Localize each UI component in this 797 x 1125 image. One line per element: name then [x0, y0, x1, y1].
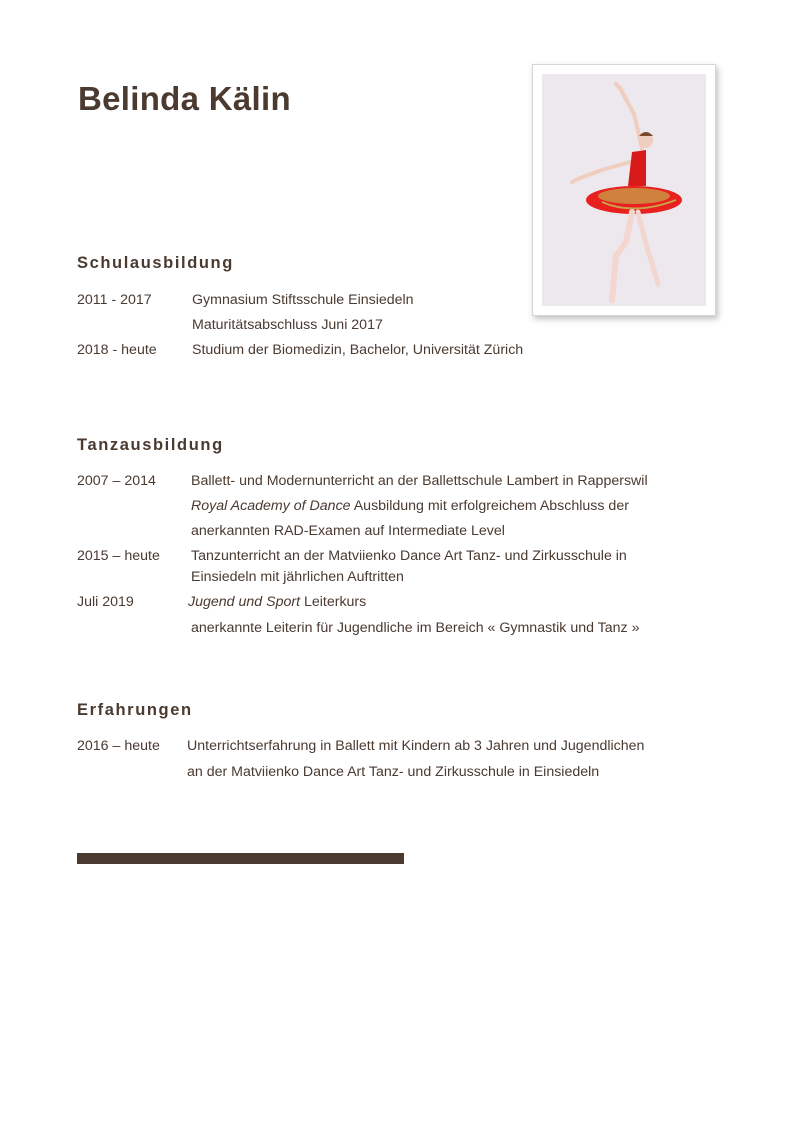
dance-entry-text: Tanzunterricht an der Matviienko Dance Art Tanz- und Zirkusschule in: [191, 548, 627, 564]
dance-entry-text: Einsiedeln mit jährlichen Auftritten: [191, 569, 404, 585]
school-entry-text: Maturitätsabschluss Juni 2017: [192, 317, 383, 333]
js-italic-text: Jugend und Sport: [188, 594, 301, 610]
dance-entry-js-line: [188, 594, 366, 610]
dance-entry-text: Ballett- und Modernunterricht an der Ballettschule Lambert in Rapperswil: [191, 473, 648, 489]
school-entry-text: Studium der Biomedizin, Bachelor, Universität Zürich: [192, 342, 524, 358]
profile-photo: [532, 64, 716, 316]
experience-entry-text: an der Matviienko Dance Art Tanz- und Zirkusschule in Einsiedeln: [187, 764, 600, 780]
section-title-school: Schulausbildung: [77, 254, 234, 272]
rad-rest-text: Ausbildung mit erfolgreichem Abschluss der: [350, 498, 629, 514]
rad-italic-text: Royal Academy of Dance: [191, 498, 351, 514]
experience-entry-date: 2016 – heute: [77, 738, 160, 754]
dance-entry-text: anerkannte Leiterin für Jugendliche im Bereich « Gymnastik und Tanz »: [191, 620, 640, 636]
section-title-dance: Tanzausbildung: [77, 436, 224, 454]
school-entry-text: Gymnasium Stiftsschule Einsiedeln: [192, 292, 414, 308]
dance-entry-date: 2007 – 2014: [77, 473, 156, 489]
footer-divider-bar: [77, 853, 404, 864]
dance-entry-date: 2015 – heute: [77, 548, 160, 564]
ballerina-photo-icon: [542, 74, 706, 306]
js-rest-text: Leiterkurs: [300, 594, 367, 610]
experience-entry-text: Unterrichtserfahrung in Ballett mit Kindern ab 3 Jahren und Jugendlichen: [187, 738, 645, 754]
section-title-experience: Erfahrungen: [77, 701, 193, 719]
dance-entry-date: Juli 2019: [77, 594, 134, 610]
dance-entry-rad-line: [191, 498, 629, 514]
dance-entry-text: anerkannten RAD-Examen auf Intermediate Level: [191, 523, 505, 539]
person-name: Belinda Kälin: [78, 80, 291, 117]
school-entry-date: 2011 - 2017: [77, 292, 152, 308]
school-entry-date: 2018 - heute: [77, 342, 157, 358]
